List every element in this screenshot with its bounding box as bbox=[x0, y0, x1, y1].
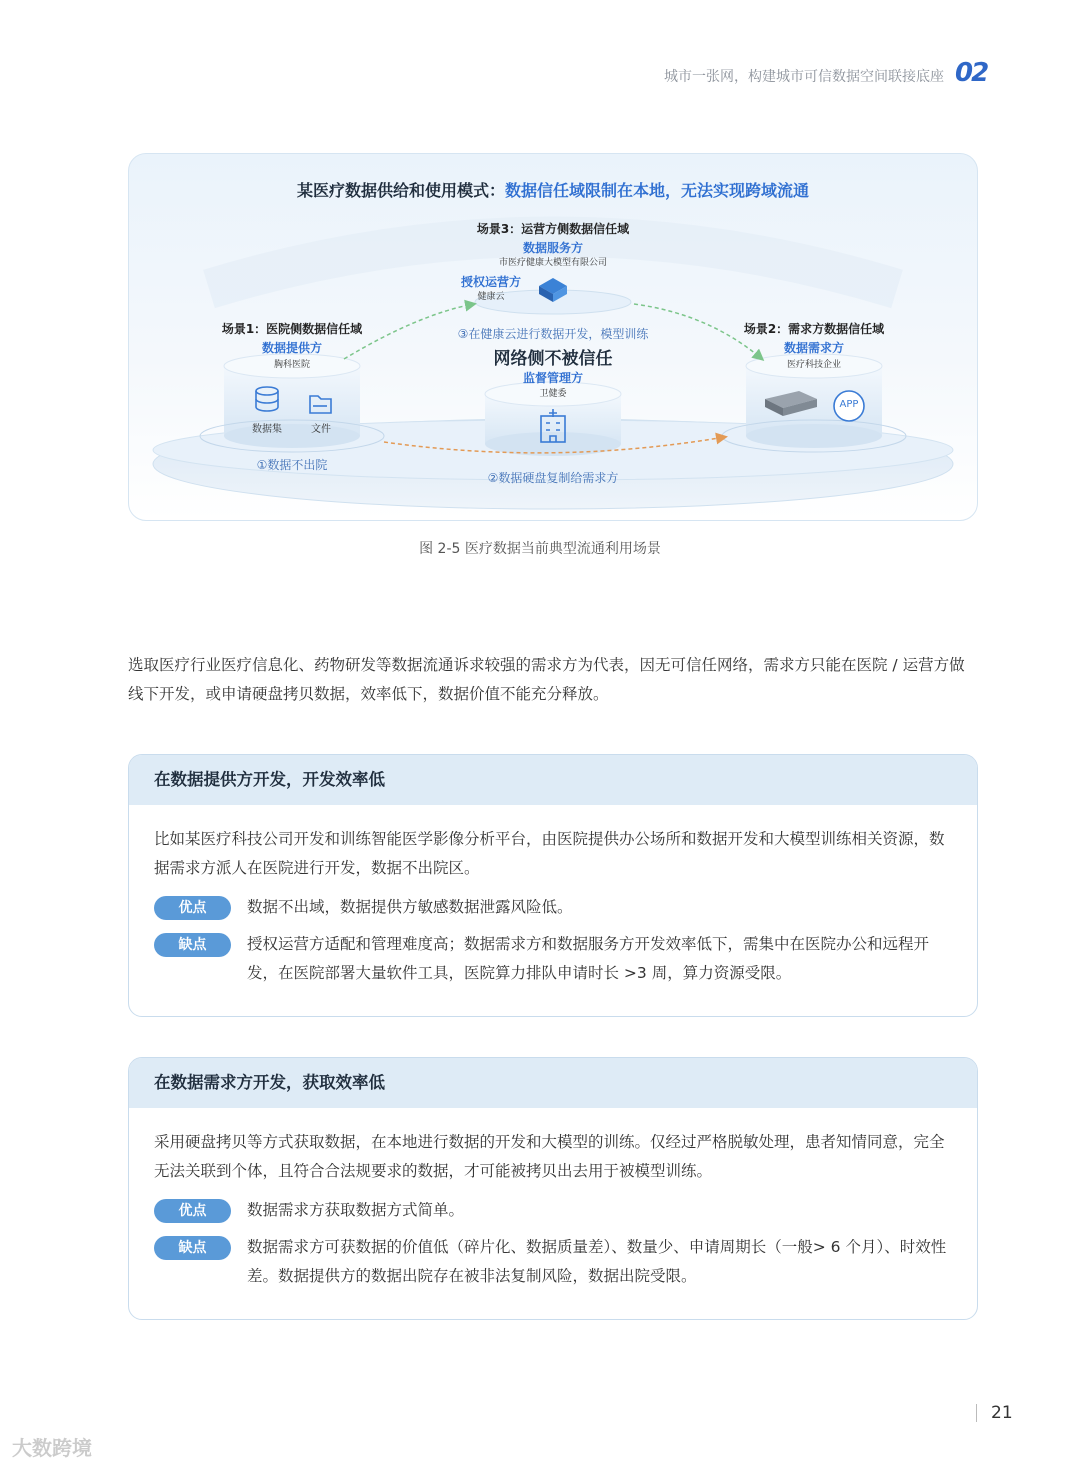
card-demander-dev bbox=[128, 1057, 978, 1320]
scene2-role: 数据需求方 bbox=[783, 341, 844, 355]
scene2-org: 医疗科技企业 bbox=[786, 360, 841, 370]
step3-label: ③在健康云进行数据开发，模型训练 bbox=[457, 327, 649, 341]
con-badge: 缺点 bbox=[154, 1236, 231, 1260]
card-description: 采用硬盘拷贝等方式获取数据，在本地进行数据的开发和大模型的训练。仅经过严格脱敏处理，患者知情同意，完全无法关联到个体，且符合合法规要求的数据，才可能被拷贝出去用于被模型训练。 bbox=[154, 1133, 945, 1180]
app-label: APP bbox=[839, 399, 859, 410]
network-untrusted-label: 网络侧不被信任 bbox=[493, 349, 613, 369]
step2-label: ②数据硬盘复制给需求方 bbox=[487, 471, 619, 485]
dataset-label: 数据集 bbox=[252, 424, 282, 435]
chapter-logo: 02 bbox=[955, 58, 988, 88]
pro-badge: 优点 bbox=[154, 1199, 231, 1223]
operator-org: 健康云 bbox=[477, 292, 505, 302]
figure-title-highlight: 数据信任域限制在本地，无法实现跨域流通 bbox=[505, 181, 810, 200]
pro-badge: 优点 bbox=[154, 896, 231, 920]
figure-caption: 图 2-5 医疗数据当前典型流通利用场景 bbox=[419, 541, 661, 557]
pro-text: 数据不出域，数据提供方敏感数据泄露风险低。 bbox=[247, 898, 573, 916]
scene1-title: 场景1：医院侧数据信任域 bbox=[221, 322, 363, 336]
figure-title-prefix: 某医疗数据供给和使用模式： bbox=[296, 181, 505, 200]
con-badge: 缺点 bbox=[154, 933, 231, 957]
scene1-role: 数据提供方 bbox=[261, 341, 322, 355]
con-text: 数据需求方可获数据的价值低（碎片化、数据质量差）、数量少、申请周期长（一般> 6 个月）、时效性差。数据提供方的数据出院存在被非法复制风险，数据出院受限。 bbox=[247, 1238, 947, 1285]
scene3-role: 数据服务方 bbox=[522, 241, 583, 255]
step1-label: ①数据不出院 bbox=[256, 458, 328, 472]
card-title: 在数据需求方开发，获取效率低 bbox=[129, 1058, 977, 1108]
pro-text: 数据需求方获取数据方式简单。 bbox=[247, 1201, 465, 1219]
operator-role: 授权运营方 bbox=[460, 275, 521, 289]
card-provider-dev bbox=[128, 754, 978, 1017]
page-number-divider bbox=[976, 1404, 977, 1422]
page-number: 21 bbox=[991, 1403, 1013, 1423]
scene3-title: 场景3：运营方侧数据信任域 bbox=[476, 222, 630, 236]
supervisor-org: 卫健委 bbox=[539, 389, 567, 399]
file-label: 文件 bbox=[311, 424, 331, 435]
running-header: 城市一张网，构建城市可信数据空间联接底座 bbox=[664, 69, 944, 85]
scene3-org: 市医疗健康大模型有限公司 bbox=[498, 258, 607, 268]
figure-diagram bbox=[128, 153, 978, 521]
supervisor-role: 监督管理方 bbox=[522, 371, 583, 385]
card-title: 在数据提供方开发，开发效率低 bbox=[129, 755, 977, 805]
scene2-title: 场景2：需求方数据信任域 bbox=[743, 322, 885, 336]
con-text: 授权运营方适配和管理难度高；数据需求方和数据服务方开发效率低下，需集中在医院办公和远程开发，在医院部署大量软件工具，医院算力排队申请时长 >3 周，算力资源受限。 bbox=[247, 935, 930, 982]
body-paragraph: 选取医疗行业医疗信息化、药物研发等数据流通诉求较强的需求方为代表，因无可信任网络，需求方只能在医院 / 运营方做线下开发，或申请硬盘拷贝数据，效率低下，数据价值不能充分释放。 bbox=[128, 656, 965, 703]
card-description: 比如某医疗科技公司开发和训练智能医学影像分析平台，由医院提供办公场所和数据开发和大模型训练相关资源，数据需求方派人在医院进行开发，数据不出院区。 bbox=[154, 830, 945, 877]
watermark: 大数跨境 bbox=[12, 1436, 92, 1460]
scene1-org: 胸科医院 bbox=[273, 360, 310, 370]
